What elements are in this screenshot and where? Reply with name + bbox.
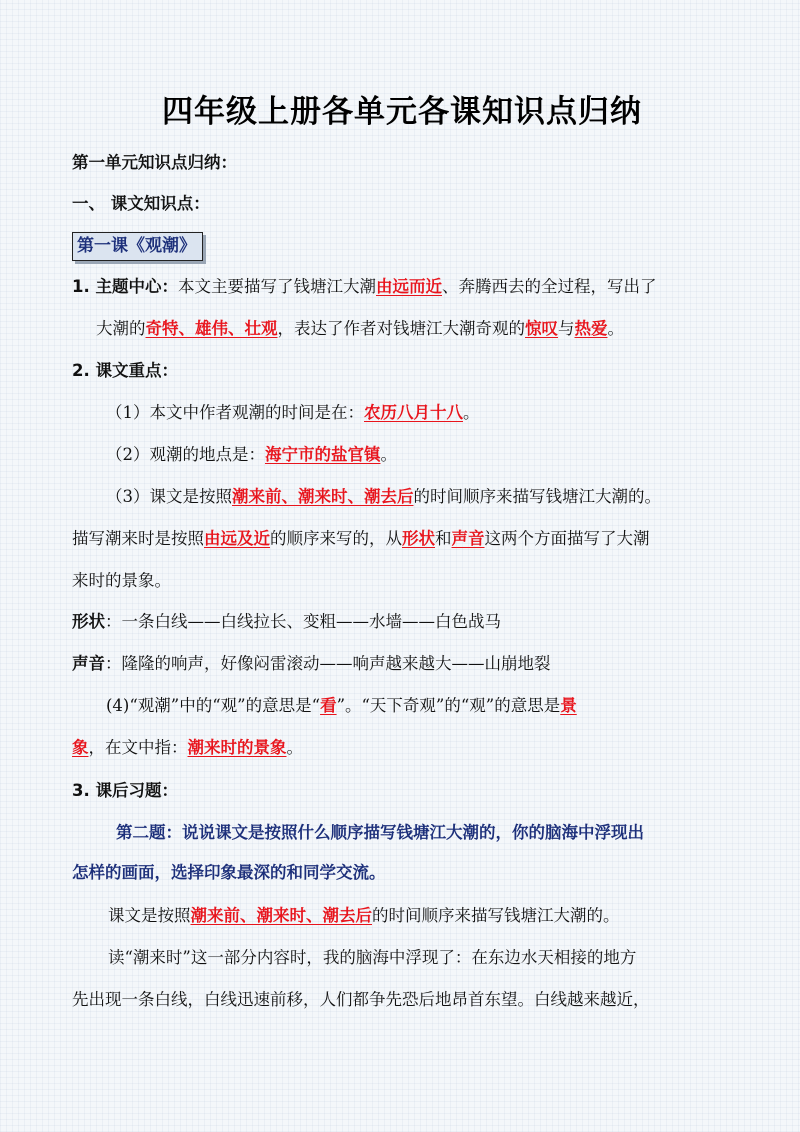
highlight-text: 惊叹 <box>525 319 558 338</box>
highlight-text: 声音 <box>451 529 485 548</box>
body-text: ，在文中指： <box>88 738 188 757</box>
key-point-3-line-3: 来时的景象。 <box>72 571 171 590</box>
body-text: 和 <box>435 529 452 548</box>
exercise-question-line-2: 怎样的画面，选择印象最深的和同学交流。 <box>72 863 386 882</box>
key-point-2 <box>72 444 766 466</box>
highlight-text: 象 <box>72 738 89 757</box>
exercise-answer-line-1 <box>72 905 768 927</box>
body-text: 的时间顺序来描写钱塘江大潮的。 <box>372 906 620 925</box>
key-points-label: 2. 课文重点： <box>72 361 178 380</box>
body-text: 课文是按照 <box>108 906 191 925</box>
theme-text: 。 <box>607 319 624 338</box>
lesson-title-row <box>72 232 732 261</box>
body-text: 。 <box>380 445 397 464</box>
shape-line <box>72 611 732 633</box>
key-point-4-line-2 <box>72 737 732 759</box>
highlight-text: 奇特、雄伟、壮观 <box>145 319 278 338</box>
body-text: 的时间顺序来描写钱塘江大潮的。 <box>413 487 661 506</box>
sound-line <box>72 653 732 675</box>
exercise-answer-line-3: 先出现一条白线，白线迅速前移，人们都争先恐后地昂首东望。白线越来越近， <box>72 990 650 1009</box>
theme-text: 大潮的 <box>96 319 146 338</box>
body-text: 这两个方面描写了大潮 <box>484 529 650 548</box>
theme-label: 1. 主题中心： <box>72 277 178 296</box>
highlight-text: 形状 <box>402 529 435 548</box>
key-point-3-line-1 <box>72 486 766 508</box>
highlight-text: 热爱 <box>574 319 608 338</box>
theme-text: 本文主要描写了钱塘江大潮 <box>178 277 376 296</box>
body-text: ：一条白线——白线拉长、变粗——水墙——白色战马 <box>105 612 501 631</box>
highlight-text: 潮来时的景象 <box>187 738 287 757</box>
body-text: （2）观潮的地点是： <box>106 445 265 464</box>
highlight-text: 海宁市的盐官镇 <box>265 445 381 464</box>
body-text: ”。“天下奇观”的“观”的意思是 <box>336 696 561 715</box>
body-text: 。 <box>463 403 480 422</box>
theme-text: 、奔腾西去的全过程，写出了 <box>442 277 657 296</box>
highlight-text: 由远而近 <box>376 277 442 296</box>
shape-label: 形状 <box>72 612 105 631</box>
unit-heading: 第一单元知识点归纳： <box>72 153 237 172</box>
page-title: 四年级上册各单元各课知识点归纳 <box>162 94 642 130</box>
theme-text: ，表达了作者对钱塘江大潮奇观的 <box>277 319 525 338</box>
theme-line-2 <box>72 318 756 340</box>
body-text: （1）本文中作者观潮的时间是在： <box>106 403 364 422</box>
body-text: 的顺序来写的，从 <box>270 529 402 548</box>
highlight-text: 潮来前、潮来时、潮去后 <box>190 906 372 925</box>
highlight-text: 景 <box>560 696 577 715</box>
theme-text: 与 <box>558 319 575 338</box>
body-text: ：隆隆的响声，好像闷雷滚动——响声越来越大——山崩地裂 <box>105 654 551 673</box>
lesson-title: 第一课《观潮》 <box>72 232 203 261</box>
highlight-text: 由远及近 <box>204 529 270 548</box>
key-point-1 <box>72 402 766 424</box>
body-text: 描写潮来时是按照 <box>72 529 204 548</box>
section-heading: 一、 课文知识点： <box>72 194 210 213</box>
exercise-question-line-1: 第二题：说说课文是按照什么顺序描写钱塘江大潮的，你的脑海中浮现出 <box>116 823 644 842</box>
highlight-text: 看 <box>320 696 337 715</box>
exercise-answer-line-2: 读“潮来时”这一部分内容时，我的脑海中浮现了：在东边水天相接的地方 <box>108 948 637 967</box>
theme-line-1 <box>72 276 732 298</box>
body-text: 。 <box>286 738 303 757</box>
sound-label: 声音 <box>72 654 105 673</box>
key-point-4-line-1 <box>72 695 766 717</box>
body-text: (4)“观潮”中的“观”的意思是“ <box>106 696 321 715</box>
body-text: （3）课文是按照 <box>106 487 232 506</box>
exercise-label: 3. 课后习题： <box>72 781 178 800</box>
highlight-text: 潮来前、潮来时、潮去后 <box>232 487 414 506</box>
highlight-text: 农历八月十八 <box>364 403 463 422</box>
key-point-3-line-2 <box>72 528 732 550</box>
